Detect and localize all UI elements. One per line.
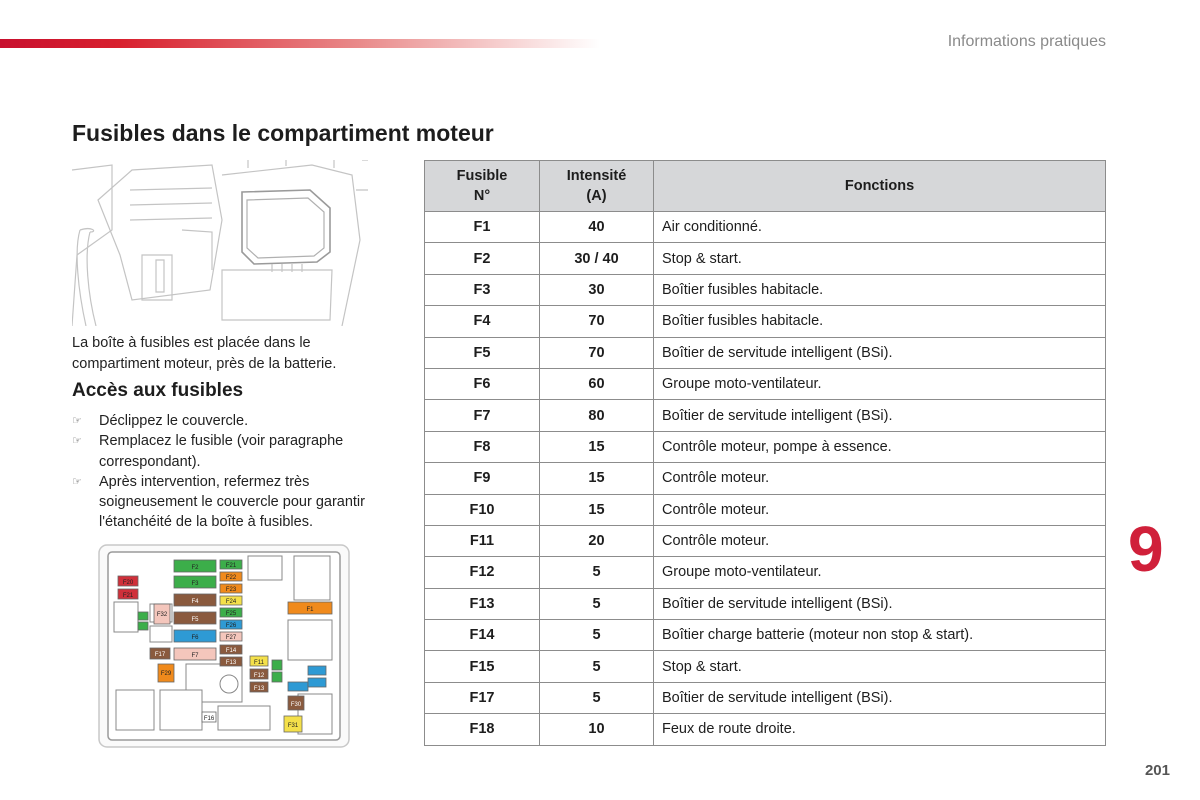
step-text: Déclippez le couvercle.	[99, 413, 249, 429]
table-row	[425, 588, 1106, 619]
table-row	[425, 337, 1106, 368]
function-cell: Boîtier charge batterie (moteur non stop & start).	[654, 620, 1106, 651]
fuse-number-cell: F4	[425, 306, 540, 337]
table-row	[425, 651, 1106, 682]
fuse-f12	[250, 669, 268, 679]
fuse-f3	[174, 576, 216, 588]
engine-compartment-illustration	[72, 160, 368, 326]
fuse-f30	[288, 696, 304, 710]
table-row	[425, 525, 1106, 556]
svg-text:F31: F31	[287, 723, 299, 729]
fuse-f17	[150, 648, 170, 659]
svg-text:F22: F22	[225, 575, 237, 581]
svg-text:F27: F27	[225, 635, 237, 641]
svg-text:F26: F26	[225, 623, 237, 629]
table-row	[425, 243, 1106, 274]
fuse-f21	[220, 560, 242, 569]
fuse-f26	[220, 620, 242, 629]
intensity-cell: 5	[540, 651, 654, 682]
intensity-cell: 5	[540, 682, 654, 713]
intensity-cell: 15	[540, 463, 654, 494]
chapter-number: 9	[1128, 513, 1164, 585]
fuse-f21b	[118, 589, 138, 599]
function-cell: Contrôle moteur.	[654, 463, 1106, 494]
fuse-f22	[220, 572, 242, 581]
fuse-number-cell: F5	[425, 337, 540, 368]
function-cell: Boîtier de servitude intelligent (BSi).	[654, 337, 1106, 368]
svg-text:F7: F7	[191, 653, 199, 659]
fuse-f14	[220, 645, 242, 654]
fuse-number-cell: F2	[425, 243, 540, 274]
page-title: Fusibles dans le compartiment moteur	[72, 120, 494, 146]
table-header-row	[425, 161, 1106, 212]
fuse-number-cell: F8	[425, 431, 540, 462]
access-steps	[72, 411, 392, 533]
table-row	[425, 620, 1106, 651]
intensity-cell: 70	[540, 306, 654, 337]
intensity-cell: 5	[540, 557, 654, 588]
function-cell: Boîtier de servitude intelligent (BSi).	[654, 400, 1106, 431]
fuse-f31	[284, 716, 302, 732]
top-accent-bar	[0, 39, 600, 48]
intensity-cell: 80	[540, 400, 654, 431]
table-row	[425, 463, 1106, 494]
function-cell: Contrôle moteur, pompe à essence.	[654, 431, 1106, 462]
fuse-number-cell: F3	[425, 274, 540, 305]
svg-text:F29: F29	[160, 671, 172, 677]
header-fuse-number: Fusible N°	[425, 161, 540, 212]
fuse-f11	[250, 656, 268, 666]
svg-text:F21: F21	[122, 593, 134, 599]
svg-text:F24: F24	[225, 599, 237, 605]
intensity-cell: 15	[540, 431, 654, 462]
header-functions: Fonctions	[654, 161, 1106, 212]
intensity-cell: 5	[540, 620, 654, 651]
fuse-f23	[220, 584, 242, 593]
fuse-number-cell: F9	[425, 463, 540, 494]
fuse-f2	[174, 560, 216, 572]
svg-text:F14: F14	[225, 648, 237, 654]
fuse-number-cell: F7	[425, 400, 540, 431]
step-text: Remplacez le fusible (voir paragraphe correspondant).	[99, 433, 344, 470]
intensity-cell: 20	[540, 525, 654, 556]
fuse-f4	[174, 594, 216, 606]
function-cell: Air conditionné.	[654, 212, 1106, 243]
function-cell: Stop & start.	[654, 243, 1106, 274]
function-cell: Boîtier de servitude intelligent (BSi).	[654, 682, 1106, 713]
finger-pointer-icon: ☞	[72, 415, 82, 427]
header-intensity: Intensité (A)	[540, 161, 654, 212]
svg-text:F25: F25	[225, 611, 237, 617]
function-cell: Groupe moto-ventilateur.	[654, 368, 1106, 399]
svg-text:F1: F1	[306, 607, 314, 613]
svg-text:F6: F6	[191, 635, 199, 641]
table-row	[425, 306, 1106, 337]
function-cell: Contrôle moteur.	[654, 494, 1106, 525]
svg-text:F16: F16	[203, 716, 215, 722]
fuse-f7	[174, 648, 216, 660]
svg-text:F20: F20	[122, 580, 134, 586]
svg-text:F30: F30	[290, 702, 302, 708]
table-row	[425, 274, 1106, 305]
table-row	[425, 368, 1106, 399]
fuse-f32	[154, 604, 170, 624]
table-row	[425, 682, 1106, 713]
fuse-f24	[220, 596, 242, 605]
function-cell: Stop & start.	[654, 651, 1106, 682]
function-cell: Feux de route droite.	[654, 714, 1106, 745]
table-row	[425, 431, 1106, 462]
svg-text:F5: F5	[191, 617, 199, 623]
intro-text: La boîte à fusibles est placée dans le compartiment moteur, près de la batterie.	[72, 335, 337, 372]
fuse-number-cell: F18	[425, 714, 540, 745]
svg-text:F13: F13	[253, 686, 265, 692]
fuse-f25	[220, 608, 242, 617]
step-item	[72, 411, 392, 431]
fuse-f6	[174, 630, 216, 642]
svg-text:F32: F32	[156, 612, 168, 618]
svg-text:F23: F23	[225, 587, 237, 593]
access-heading: Accès aux fusibles	[72, 380, 244, 401]
intensity-cell: 60	[540, 368, 654, 399]
intensity-cell: 5	[540, 588, 654, 619]
fuse-f27	[220, 632, 242, 641]
section-label: Informations pratiques	[947, 33, 1106, 50]
fuse-f29	[158, 664, 174, 682]
fuse-number-cell: F17	[425, 682, 540, 713]
function-cell: Boîtier fusibles habitacle.	[654, 274, 1106, 305]
function-cell: Contrôle moteur.	[654, 525, 1106, 556]
fuse-f1	[288, 602, 332, 614]
fuse-number-cell: F14	[425, 620, 540, 651]
fuse-f13	[220, 657, 242, 666]
fuse-number-cell: F12	[425, 557, 540, 588]
table-row	[425, 714, 1106, 745]
fuse-number-cell: F1	[425, 212, 540, 243]
step-item	[72, 472, 392, 533]
function-cell: Boîtier de servitude intelligent (BSi).	[654, 588, 1106, 619]
step-text: Après intervention, refermez très soigneusement le couvercle pour garantir l'étanchéité de la boîte à fusibles.	[99, 473, 365, 531]
fuse-number-cell: F15	[425, 651, 540, 682]
table-row	[425, 400, 1106, 431]
function-cell: Groupe moto-ventilateur.	[654, 557, 1106, 588]
svg-text:F12: F12	[253, 673, 265, 679]
fuse-box-diagram	[98, 544, 350, 748]
function-cell: Boîtier fusibles habitacle.	[654, 306, 1106, 337]
svg-text:F2: F2	[191, 565, 199, 571]
fuse-f16	[202, 712, 216, 722]
fuse-f20	[118, 576, 138, 586]
finger-pointer-icon: ☞	[72, 475, 82, 488]
fuse-f5	[174, 612, 216, 624]
intensity-cell: 30	[540, 274, 654, 305]
fuse-table-body	[425, 212, 1106, 746]
intensity-cell: 40	[540, 212, 654, 243]
table-row	[425, 494, 1106, 525]
fuse-f13b	[250, 682, 268, 692]
finger-pointer-icon: ☞	[72, 435, 82, 448]
intensity-cell: 15	[540, 494, 654, 525]
intensity-cell: 30 / 40	[540, 243, 654, 274]
svg-text:F4: F4	[191, 599, 199, 605]
fuse-number-cell: F13	[425, 588, 540, 619]
svg-text:F11: F11	[254, 660, 264, 666]
fuse-number-cell: F10	[425, 494, 540, 525]
step-item	[72, 431, 392, 472]
fuse-number-cell: F6	[425, 368, 540, 399]
table-row	[425, 212, 1106, 243]
page-number: 201	[1144, 762, 1170, 779]
intensity-cell: 10	[540, 714, 654, 745]
fuse-table	[424, 160, 1106, 746]
intensity-cell: 70	[540, 337, 654, 368]
svg-text:F21: F21	[225, 563, 237, 569]
table-row	[425, 557, 1106, 588]
fuse-number-cell: F11	[425, 525, 540, 556]
svg-text:F3: F3	[191, 581, 199, 587]
svg-text:F17: F17	[154, 652, 166, 658]
svg-text:F13: F13	[225, 660, 237, 666]
